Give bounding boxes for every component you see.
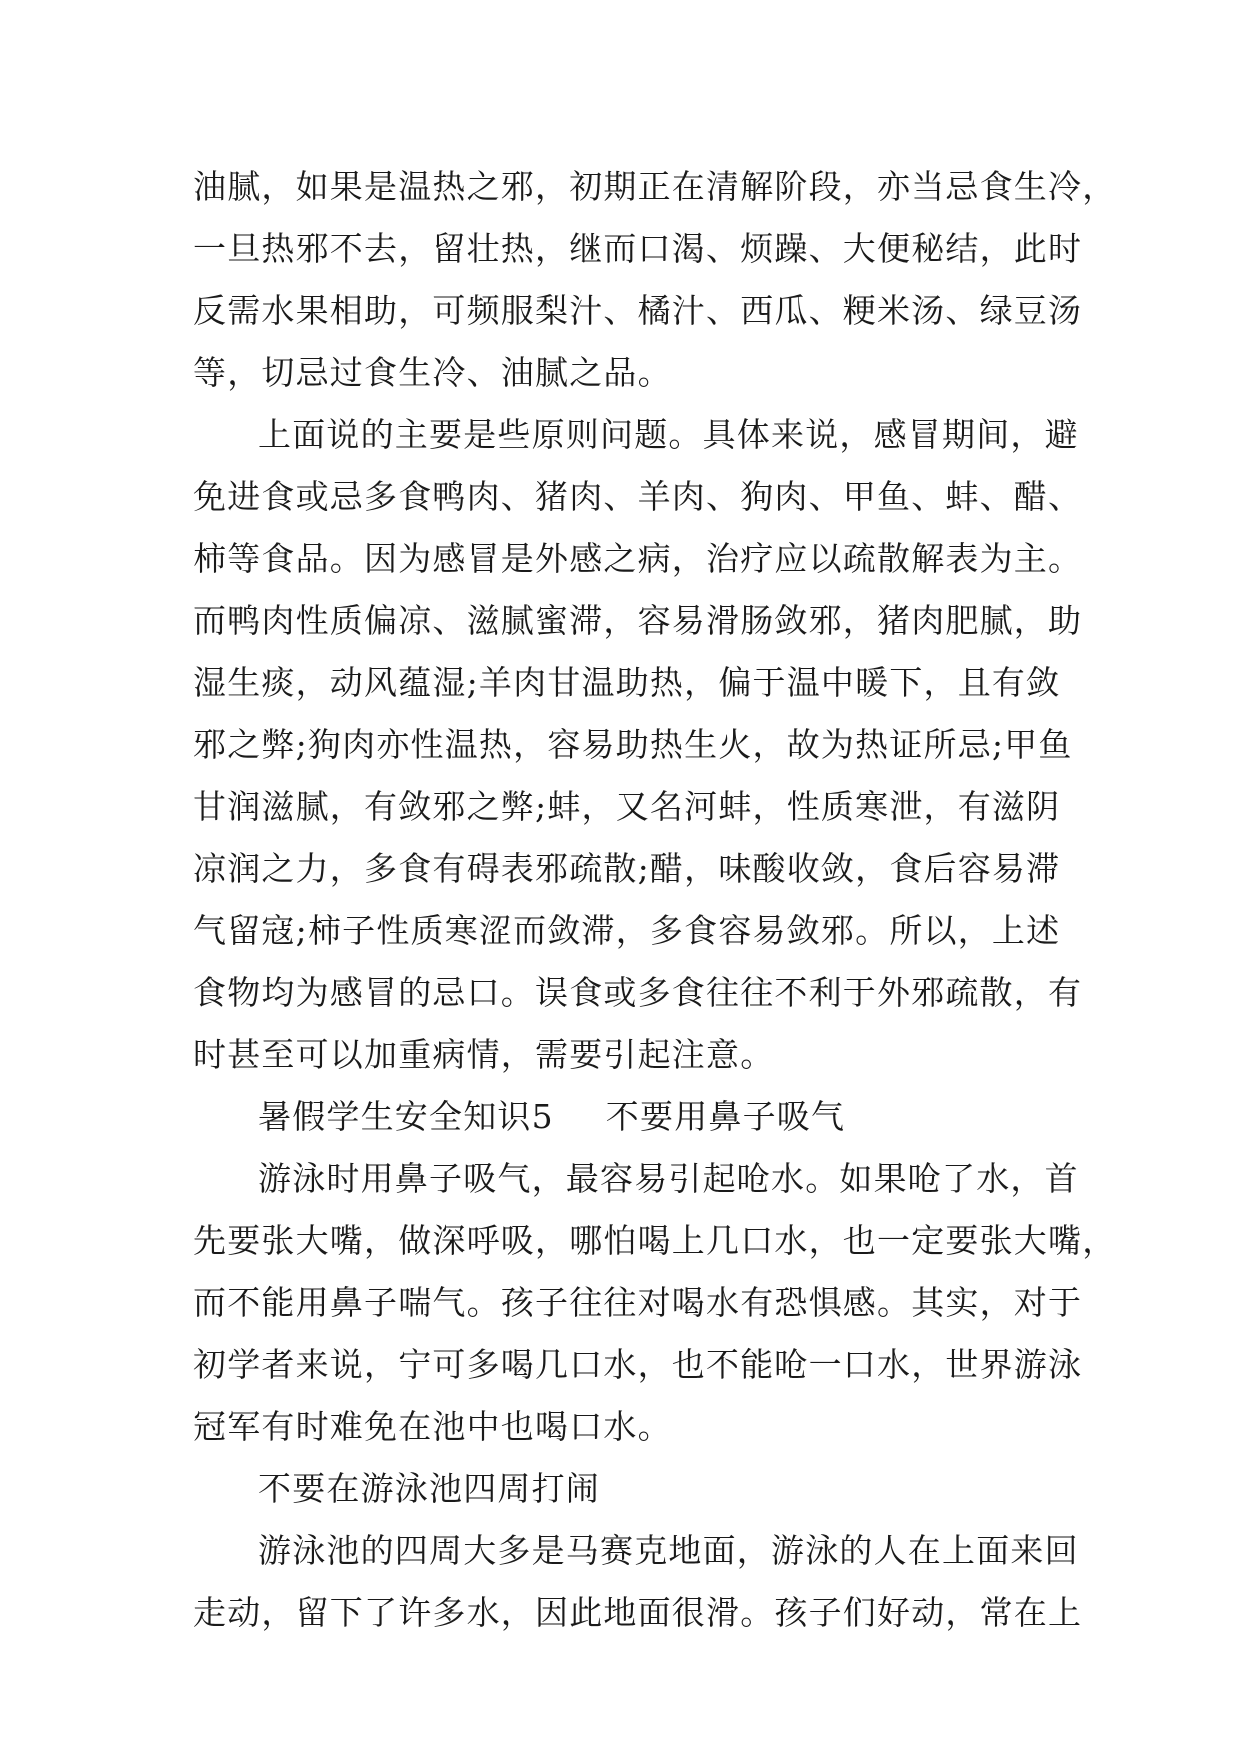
paragraph-line: 油腻，如果是温热之邪，初期正在清解阶段，亦当忌食生冷， <box>193 167 1117 206</box>
paragraph-line: 气留寇;柿子性质寒涩而敛滞，多食容易敛邪。所以，上述 <box>193 911 1061 950</box>
paragraph-line: 凉润之力，多食有碍表邪疏散;醋，味酸收敛，食后容易滞 <box>193 849 1061 888</box>
paragraph-line: 游泳时用鼻子吸气，最容易引起呛水。如果呛了水，首 <box>258 1159 1079 1198</box>
paragraph-line: 初学者来说，宁可多喝几口水，也不能呛一口水，世界游泳 <box>193 1345 1083 1384</box>
section-heading-title: 暑假学生安全知识5 <box>258 1097 554 1136</box>
subheading: 不要在游泳池四周打闹 <box>258 1469 600 1508</box>
paragraph-line: 柿等食品。因为感冒是外感之病，治疗应以疏散解表为主。 <box>193 539 1083 578</box>
paragraph-line: 走动，留下了许多水，因此地面很滑。孩子们好动，常在上 <box>193 1593 1083 1632</box>
paragraph-line: 上面说的主要是些原则问题。具体来说，感冒期间，避 <box>258 415 1079 454</box>
paragraph-line: 冠军有时难免在池中也喝口水。 <box>193 1407 672 1446</box>
paragraph-line: 湿生痰，动风蕴湿;羊肉甘温助热，偏于温中暖下，且有敛 <box>193 663 1061 702</box>
paragraph-line: 而不能用鼻子喘气。孩子往往对喝水有恐惧感。其实，对于 <box>193 1283 1083 1322</box>
paragraph-line: 甘润滋腻，有敛邪之弊;蚌，又名河蚌，性质寒泄，有滋阴 <box>193 787 1061 826</box>
paragraph-line: 先要张大嘴，做深呼吸，哪怕喝上几口水，也一定要张大嘴， <box>193 1221 1117 1260</box>
paragraph-line: 一旦热邪不去，留壮热，继而口渴、烦躁、大便秘结，此时 <box>193 229 1083 268</box>
paragraph-line: 邪之弊;狗肉亦性温热，容易助热生火，故为热证所忌;甲鱼 <box>193 725 1073 764</box>
paragraph-line: 游泳池的四周大多是马赛克地面，游泳的人在上面来回 <box>258 1531 1079 1570</box>
paragraph-line: 时甚至可以加重病情，需要引起注意。 <box>193 1035 775 1074</box>
paragraph-line: 等，切忌过食生冷、油腻之品。 <box>193 353 672 392</box>
paragraph-line: 免进食或忌多食鸭肉、猪肉、羊肉、狗肉、甲鱼、蚌、醋、 <box>193 477 1083 516</box>
paragraph-line: 食物均为感冒的忌口。误食或多食往往不利于外邪疏散，有 <box>193 973 1083 1012</box>
section-heading-subtitle: 不要用鼻子吸气 <box>605 1097 846 1136</box>
paragraph-line: 而鸭肉性质偏凉、滋腻蜜滞，容易滑肠敛邪，猪肉肥腻，助 <box>193 601 1083 640</box>
section-heading <box>258 1097 846 1136</box>
paragraph-line: 反需水果相助，可频服梨汁、橘汁、西瓜、粳米汤、绿豆汤 <box>193 291 1083 330</box>
